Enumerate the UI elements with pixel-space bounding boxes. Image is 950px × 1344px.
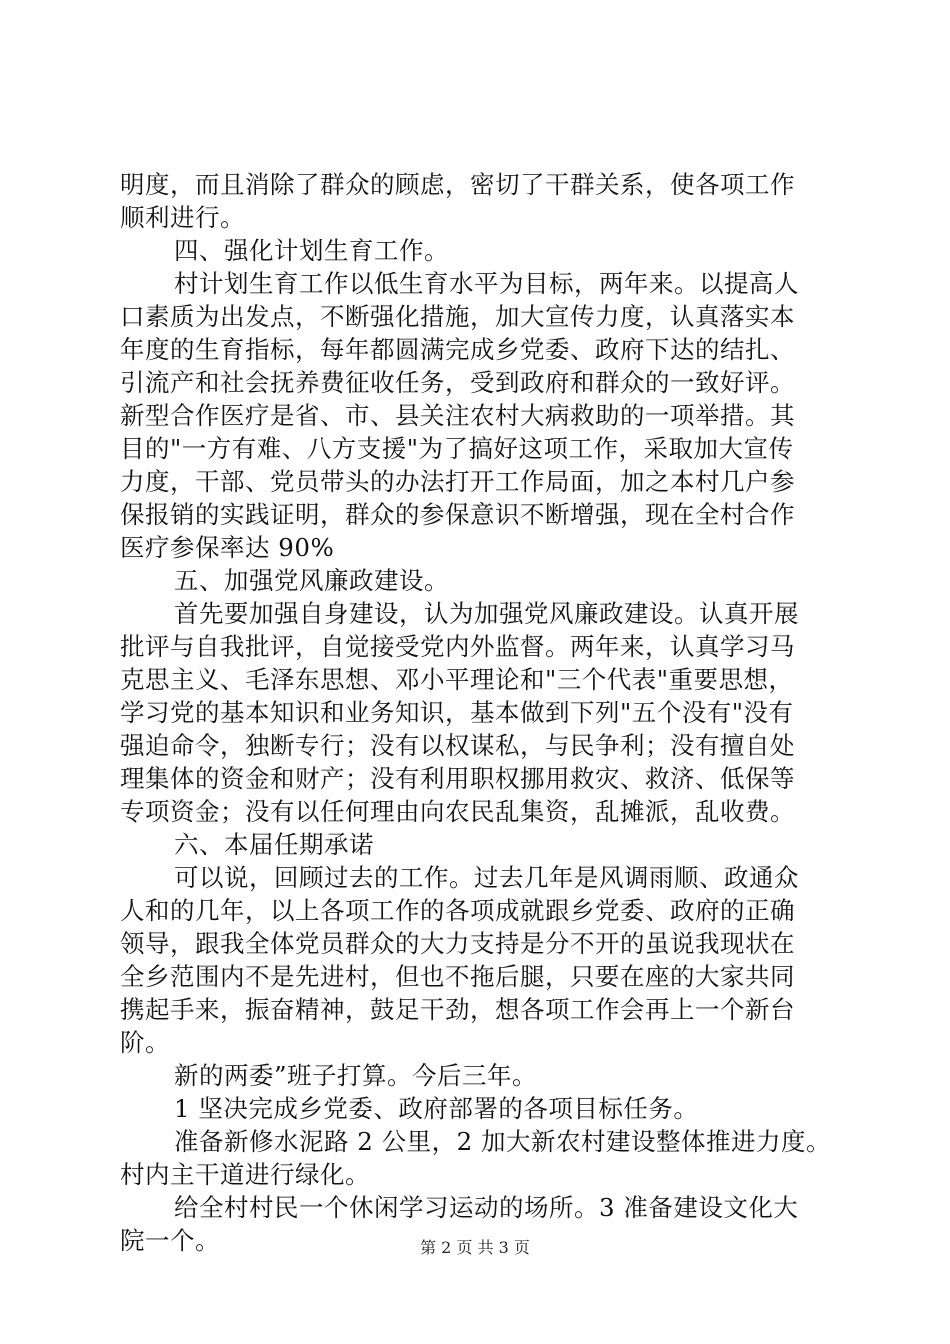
section-heading: 五、加强党风廉政建设。 <box>174 566 449 595</box>
body-line: 引流产和社会抚养费征收任务，受到政府和群众的一致好评。 <box>120 368 795 397</box>
body-line: 保报销的实践证明，群众的参保意识不断增强，现在全村合作 <box>120 500 795 529</box>
body-line: 新型合作医疗是省、市、县关注农村大病救助的一项举措。其 <box>120 401 795 430</box>
body-line: 医疗参保率达 90% <box>120 533 335 562</box>
body-line: 村内主干道进行绿化。 <box>120 1160 370 1189</box>
body-line: 村计划生育工作以低生育水平为目标，两年来。以提高人 <box>174 269 799 298</box>
body-line: 院一个。 <box>120 1226 220 1255</box>
page-footer <box>0 1238 950 1258</box>
body-line: 年度的生育指标，每年都圆满完成乡党委、政府下达的结扎、 <box>120 335 795 364</box>
body-line: 力度，干部、党员带头的办法打开工作局面，加之本村几户参 <box>120 467 795 496</box>
section-heading: 六、本届任期承诺 <box>174 830 374 859</box>
body-line: 阶。 <box>120 1028 170 1057</box>
body-line: 新的两委”班子打算。今后三年。 <box>174 1061 538 1090</box>
body-line: 专项资金；没有以任何理由向农民乱集资，乱摊派，乱收费。 <box>120 797 795 826</box>
body-line: 目的"一方有难、八方支援"为了搞好这项工作，采取加大宣传 <box>120 434 794 463</box>
body-line: 首先要加强自身建设，认为加强党风廉政建设。认真开展 <box>174 599 799 628</box>
body-line: 人和的几年，以上各项工作的各项成就跟乡党委、政府的正确 <box>120 896 795 925</box>
body-line: 学习党的基本知识和业务知识，基本做到下列"五个没有"没有 <box>120 698 794 727</box>
body-line: 携起手来，振奋精神，鼓足干劲，想各项工作会再上一个新台 <box>120 995 795 1024</box>
body-line: 强迫命令，独断专行；没有以权谋私，与民争利；没有擅自处 <box>120 731 795 760</box>
page-number: 第 2 页 共 3 页 <box>420 1238 530 1257</box>
section-heading: 四、强化计划生育工作。 <box>174 236 449 265</box>
body-line: 领导，跟我全体党员群众的大力支持是分不开的虽说我现状在 <box>120 929 795 958</box>
body-line: 明度，而且消除了群众的顾虑，密切了干群关系，使各项工作 <box>120 170 795 199</box>
body-line: 1 坚决完成乡党委、政府部署的各项目标任务。 <box>174 1094 699 1123</box>
body-line: 全乡范围内不是先进村，但也不拖后腿，只要在座的大家共同 <box>120 962 795 991</box>
document-body <box>120 168 830 1257</box>
body-line: 可以说，回顾过去的工作。过去几年是风调雨顺、政通众 <box>174 863 799 892</box>
body-line: 克思主义、毛泽东思想、邓小平理论和"三个代表"重要思想， <box>120 665 794 694</box>
body-line: 给全村村民一个休闲学习运动的场所。3 准备建设文化大 <box>174 1193 799 1222</box>
body-line: 理集体的资金和财产；没有利用职权挪用救灾、救济、低保等 <box>120 764 795 793</box>
body-line: 批评与自我批评，自觉接受党内外监督。两年来，认真学习马 <box>120 632 795 661</box>
body-line: 顺利进行。 <box>120 203 245 232</box>
body-line: 准备新修水泥路 2 公里，2 加大新农村建设整体推进力度。 <box>174 1127 832 1156</box>
body-line: 口素质为出发点，不断强化措施，加大宣传力度，认真落实本 <box>120 302 795 331</box>
